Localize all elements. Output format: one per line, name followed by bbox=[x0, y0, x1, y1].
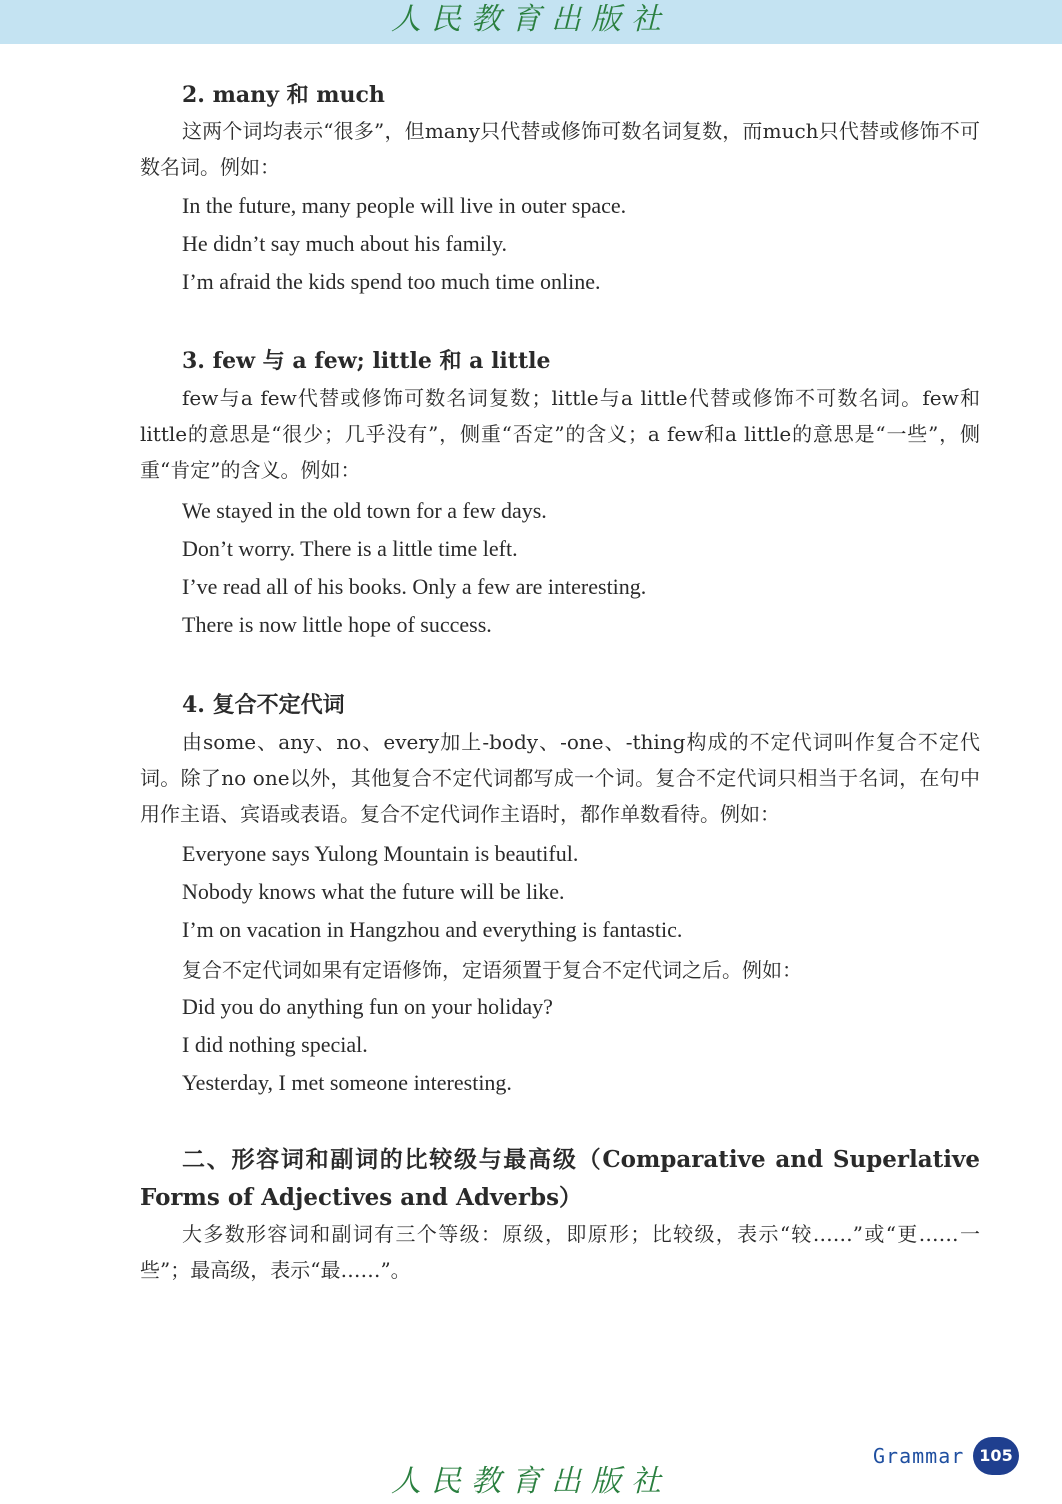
section-note: 复合不定代词如果有定语修饰，定语须置于复合不定代词之后。例如： bbox=[182, 958, 802, 982]
example-sentence: Did you do anything fun on your holiday? bbox=[182, 994, 553, 1019]
example-sentence: There is now little hope of success. bbox=[182, 612, 492, 637]
publisher-logo: 人民教育出版社 bbox=[391, 2, 671, 37]
example-sentence: I’m afraid the kids spend too much time online. bbox=[182, 269, 601, 294]
section-intro-compound-pronouns: 由some、any、no、every加上-body、-one、-thing构成的不定代词叫作复合不定代词。除了no one以外，其他复合不定代词都写成一个词。复合不定代词只相当于名词，在句中用作主语、宾语或表语。复合不定代词作主语时，都作单数看待。例如： bbox=[140, 730, 980, 826]
section-title-few-little: 3. few 与 a few; little 和 a little bbox=[182, 348, 551, 374]
example-sentence: Yesterday, I met someone interesting. bbox=[182, 1070, 512, 1095]
example-sentence: Nobody knows what the future will be like. bbox=[182, 879, 565, 904]
publisher-logo-footer: 人民教育出版社 bbox=[391, 1464, 671, 1499]
example-sentence: We stayed in the old town for a few days. bbox=[182, 498, 547, 523]
example-sentence: Don’t worry. There is a little time left. bbox=[182, 536, 518, 561]
section-intro-many-much: 这两个词均表示“很多”，但many只代替或修饰可数名词复数，而much只代替或修饰不可数名词。例如： bbox=[140, 119, 980, 179]
example-sentence: I did nothing special. bbox=[182, 1032, 368, 1057]
section-intro-few-little: few与a few代替或修饰可数名词复数；little与a little代替或修饰不可数名词。few和little的意思是“很少；几乎没有”，侧重“否定”的含义；a few和a little的意思是“一些”，侧重“肯定”的含义。例如： bbox=[140, 386, 980, 482]
part-intro-comparative-superlative: 大多数形容词和副词有三个等级：原级，即原形；比较级，表示“较……”或“更……一些”；最高级，表示“最……”。 bbox=[140, 1222, 980, 1282]
section-title-compound-pronouns: 4. 复合不定代词 bbox=[182, 692, 345, 718]
example-sentence: He didn’t say much about his family. bbox=[182, 231, 508, 256]
section-title-many-much: 2. many 和 much bbox=[182, 82, 385, 108]
page-number-badge: 105 bbox=[973, 1437, 1019, 1475]
footer-section-label: Grammar bbox=[873, 1444, 965, 1468]
example-sentence: In the future, many people will live in outer space. bbox=[182, 193, 627, 218]
example-sentence: I’ve read all of his books. Only a few are interesting. bbox=[182, 574, 647, 599]
example-sentence: I’m on vacation in Hangzhou and everything is fantastic. bbox=[182, 917, 683, 942]
example-sentence: Everyone says Yulong Mountain is beautiful. bbox=[182, 841, 579, 866]
part-title-comparative-superlative: 二、形容词和副词的比较级与最高级（Comparative and Superlative Forms of Adjectives and Adverbs） bbox=[140, 1146, 980, 1211]
